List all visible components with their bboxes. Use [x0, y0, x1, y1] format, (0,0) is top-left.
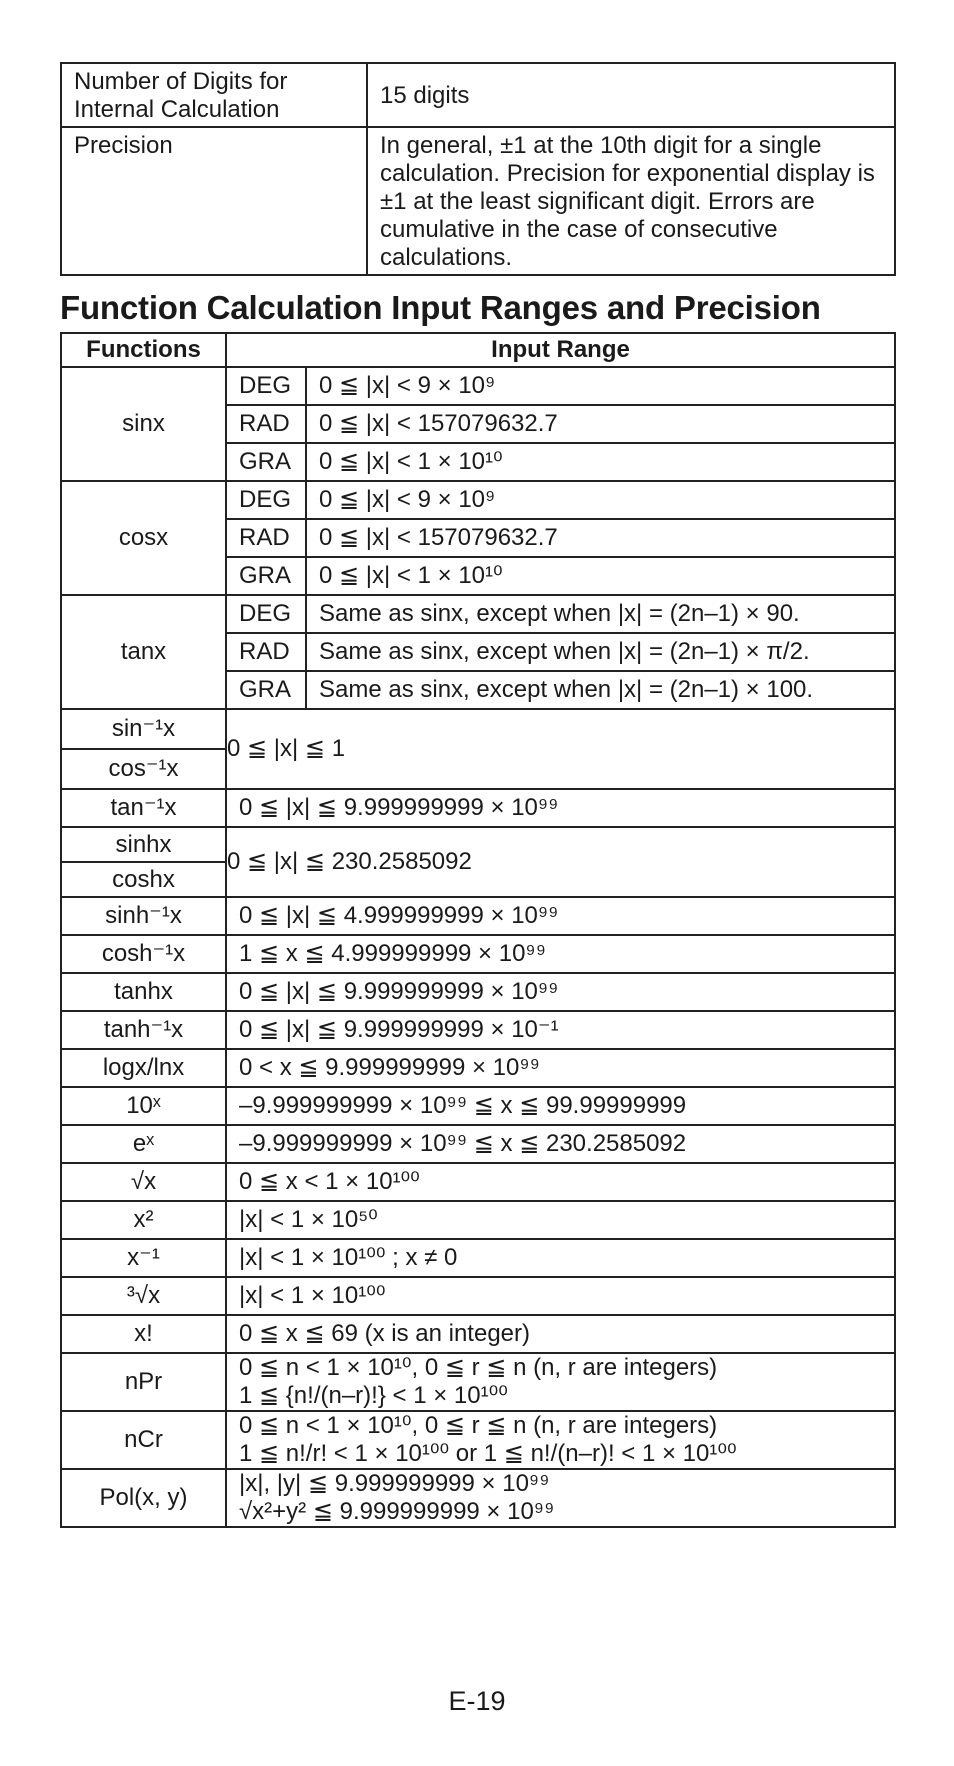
function-name: nCr	[61, 1411, 226, 1469]
function-name: x⁻¹	[61, 1239, 226, 1277]
section-title: Function Calculation Input Ranges and Precision	[60, 289, 821, 326]
table-row	[61, 1411, 895, 1469]
input-range-line: 0 ≦ n < 1 × 10¹⁰, 0 ≦ r ≦ n (n, r are integers)	[239, 1354, 718, 1381]
function-name: ³√x	[61, 1277, 226, 1315]
table-row	[61, 1163, 895, 1201]
function-name: cosh⁻¹x	[61, 935, 226, 973]
table-row	[61, 1087, 895, 1125]
table-row	[61, 935, 895, 973]
function-name: tan⁻¹x	[61, 789, 226, 827]
input-range: |x| < 1 × 10¹⁰⁰ ; x ≠ 0	[226, 1239, 895, 1277]
column-header-input-range: Input Range	[226, 333, 895, 367]
function-range-table	[60, 332, 896, 1528]
input-range	[226, 1469, 895, 1527]
input-range-line: |x|, |y| ≦ 9.999999999 × 10⁹⁹	[239, 1470, 550, 1497]
angle-mode: DEG	[226, 367, 306, 405]
input-range: 0 ≦ x < 1 × 10¹⁰⁰	[226, 1163, 895, 1201]
angle-mode: RAD	[226, 519, 306, 557]
table-row	[61, 595, 895, 633]
function-name: tanhx	[61, 973, 226, 1011]
function-name: √x	[61, 1163, 226, 1201]
angle-mode: RAD	[226, 633, 306, 671]
specification-table	[60, 62, 896, 276]
angle-mode: GRA	[226, 443, 306, 481]
spec-label: Number of Digits for Internal Calculation	[61, 63, 367, 127]
function-name: coshx	[112, 866, 175, 893]
input-range: 0 ≦ |x| < 157079632.7	[306, 405, 895, 443]
table-row	[61, 127, 895, 275]
input-range: 0 ≦ |x| < 1 × 10¹⁰	[306, 557, 895, 595]
table-row	[61, 63, 895, 127]
function-name-pair	[61, 709, 226, 789]
input-range: |x| < 1 × 10¹⁰⁰	[226, 1277, 895, 1315]
input-range: Same as sinx, except when |x| = (2n–1) × π/2.	[306, 633, 895, 671]
input-range: |x| < 1 × 10⁵⁰	[226, 1201, 895, 1239]
function-name: tanx	[61, 595, 226, 709]
table-row	[61, 1353, 895, 1411]
table-row	[61, 367, 895, 405]
input-range: 1 ≦ x ≦ 4.999999999 × 10⁹⁹	[226, 935, 895, 973]
function-name: Pol(x, y)	[61, 1469, 226, 1527]
angle-mode: DEG	[226, 481, 306, 519]
table-row	[61, 1239, 895, 1277]
function-name: x²	[61, 1201, 226, 1239]
table-row	[61, 481, 895, 519]
input-range: 0 ≦ |x| ≦ 9.999999999 × 10⁹⁹	[226, 789, 895, 827]
table-row	[61, 789, 895, 827]
input-range: 0 ≦ |x| ≦ 1	[226, 709, 895, 789]
page-content	[60, 62, 894, 1528]
angle-mode: GRA	[226, 557, 306, 595]
spec-value: 15 digits	[367, 63, 895, 127]
table-row	[61, 1125, 895, 1163]
table-row	[61, 709, 895, 789]
table-row	[61, 1049, 895, 1087]
table-row	[61, 1201, 895, 1239]
input-range	[226, 1411, 895, 1469]
table-row	[61, 1315, 895, 1353]
table-row	[61, 1011, 895, 1049]
spec-label: Precision	[61, 127, 367, 275]
function-name: cosx	[61, 481, 226, 595]
input-range: 0 ≦ |x| ≦ 4.999999999 × 10⁹⁹	[226, 897, 895, 935]
function-name: tanh⁻¹x	[61, 1011, 226, 1049]
input-range-line: 1 ≦ n!/r! < 1 × 10¹⁰⁰ or 1 ≦ n!/(n–r)! < 1 × 10¹⁰⁰	[239, 1440, 737, 1467]
input-range-line: 1 ≦ {n!/(n–r)!} < 1 × 10¹⁰⁰	[239, 1382, 508, 1409]
input-range: –9.999999999 × 10⁹⁹ ≦ x ≦ 230.2585092	[226, 1125, 895, 1163]
angle-mode: RAD	[226, 405, 306, 443]
function-name: sin⁻¹x	[62, 710, 225, 750]
input-range: 0 ≦ |x| < 9 × 10⁹	[306, 367, 895, 405]
angle-mode: DEG	[226, 595, 306, 633]
input-range: Same as sinx, except when |x| = (2n–1) × 100.	[306, 671, 895, 709]
table-row	[61, 973, 895, 1011]
table-row	[61, 1277, 895, 1315]
function-name: sinhx	[62, 828, 225, 863]
input-range: Same as sinx, except when |x| = (2n–1) × 90.	[306, 595, 895, 633]
input-range-line: √x²+y² ≦ 9.999999999 × 10⁹⁹	[239, 1498, 555, 1525]
input-range	[226, 1353, 895, 1411]
table-header-row	[61, 333, 895, 367]
function-name: sinx	[61, 367, 226, 481]
input-range: 0 ≦ |x| ≦ 9.999999999 × 10⁹⁹	[226, 973, 895, 1011]
input-range: 0 ≦ |x| < 9 × 10⁹	[306, 481, 895, 519]
function-name: x!	[61, 1315, 226, 1353]
table-row	[61, 897, 895, 935]
function-name: logx/lnx	[61, 1049, 226, 1087]
input-range: 0 ≦ |x| ≦ 9.999999999 × 10⁻¹	[226, 1011, 895, 1049]
function-name-pair	[61, 827, 226, 897]
page-number: E-19	[448, 1686, 506, 1716]
spec-value: In general, ±1 at the 10th digit for a single calculation. Precision for exponential display is ±1 at the least significant digit. Errors are cumulative in the case of consecutive calculations.	[367, 127, 895, 275]
input-range: 0 ≦ |x| < 157079632.7	[306, 519, 895, 557]
function-name: eˣ	[61, 1125, 226, 1163]
table-row	[61, 1469, 895, 1527]
input-range-line: 0 ≦ n < 1 × 10¹⁰, 0 ≦ r ≦ n (n, r are integers)	[239, 1412, 718, 1439]
input-range: 0 < x ≦ 9.999999999 × 10⁹⁹	[226, 1049, 895, 1087]
input-range: 0 ≦ |x| ≦ 230.2585092	[226, 827, 895, 897]
input-range: 0 ≦ x ≦ 69 (x is an integer)	[226, 1315, 895, 1353]
table-row	[61, 827, 895, 897]
function-name: nPr	[61, 1353, 226, 1411]
function-name: 10ˣ	[61, 1087, 226, 1125]
input-range: 0 ≦ |x| < 1 × 10¹⁰	[306, 443, 895, 481]
function-name: cos⁻¹x	[108, 755, 179, 782]
angle-mode: GRA	[226, 671, 306, 709]
input-range: –9.999999999 × 10⁹⁹ ≦ x ≦ 99.99999999	[226, 1087, 895, 1125]
function-name: sinh⁻¹x	[61, 897, 226, 935]
column-header-functions: Functions	[61, 333, 226, 367]
